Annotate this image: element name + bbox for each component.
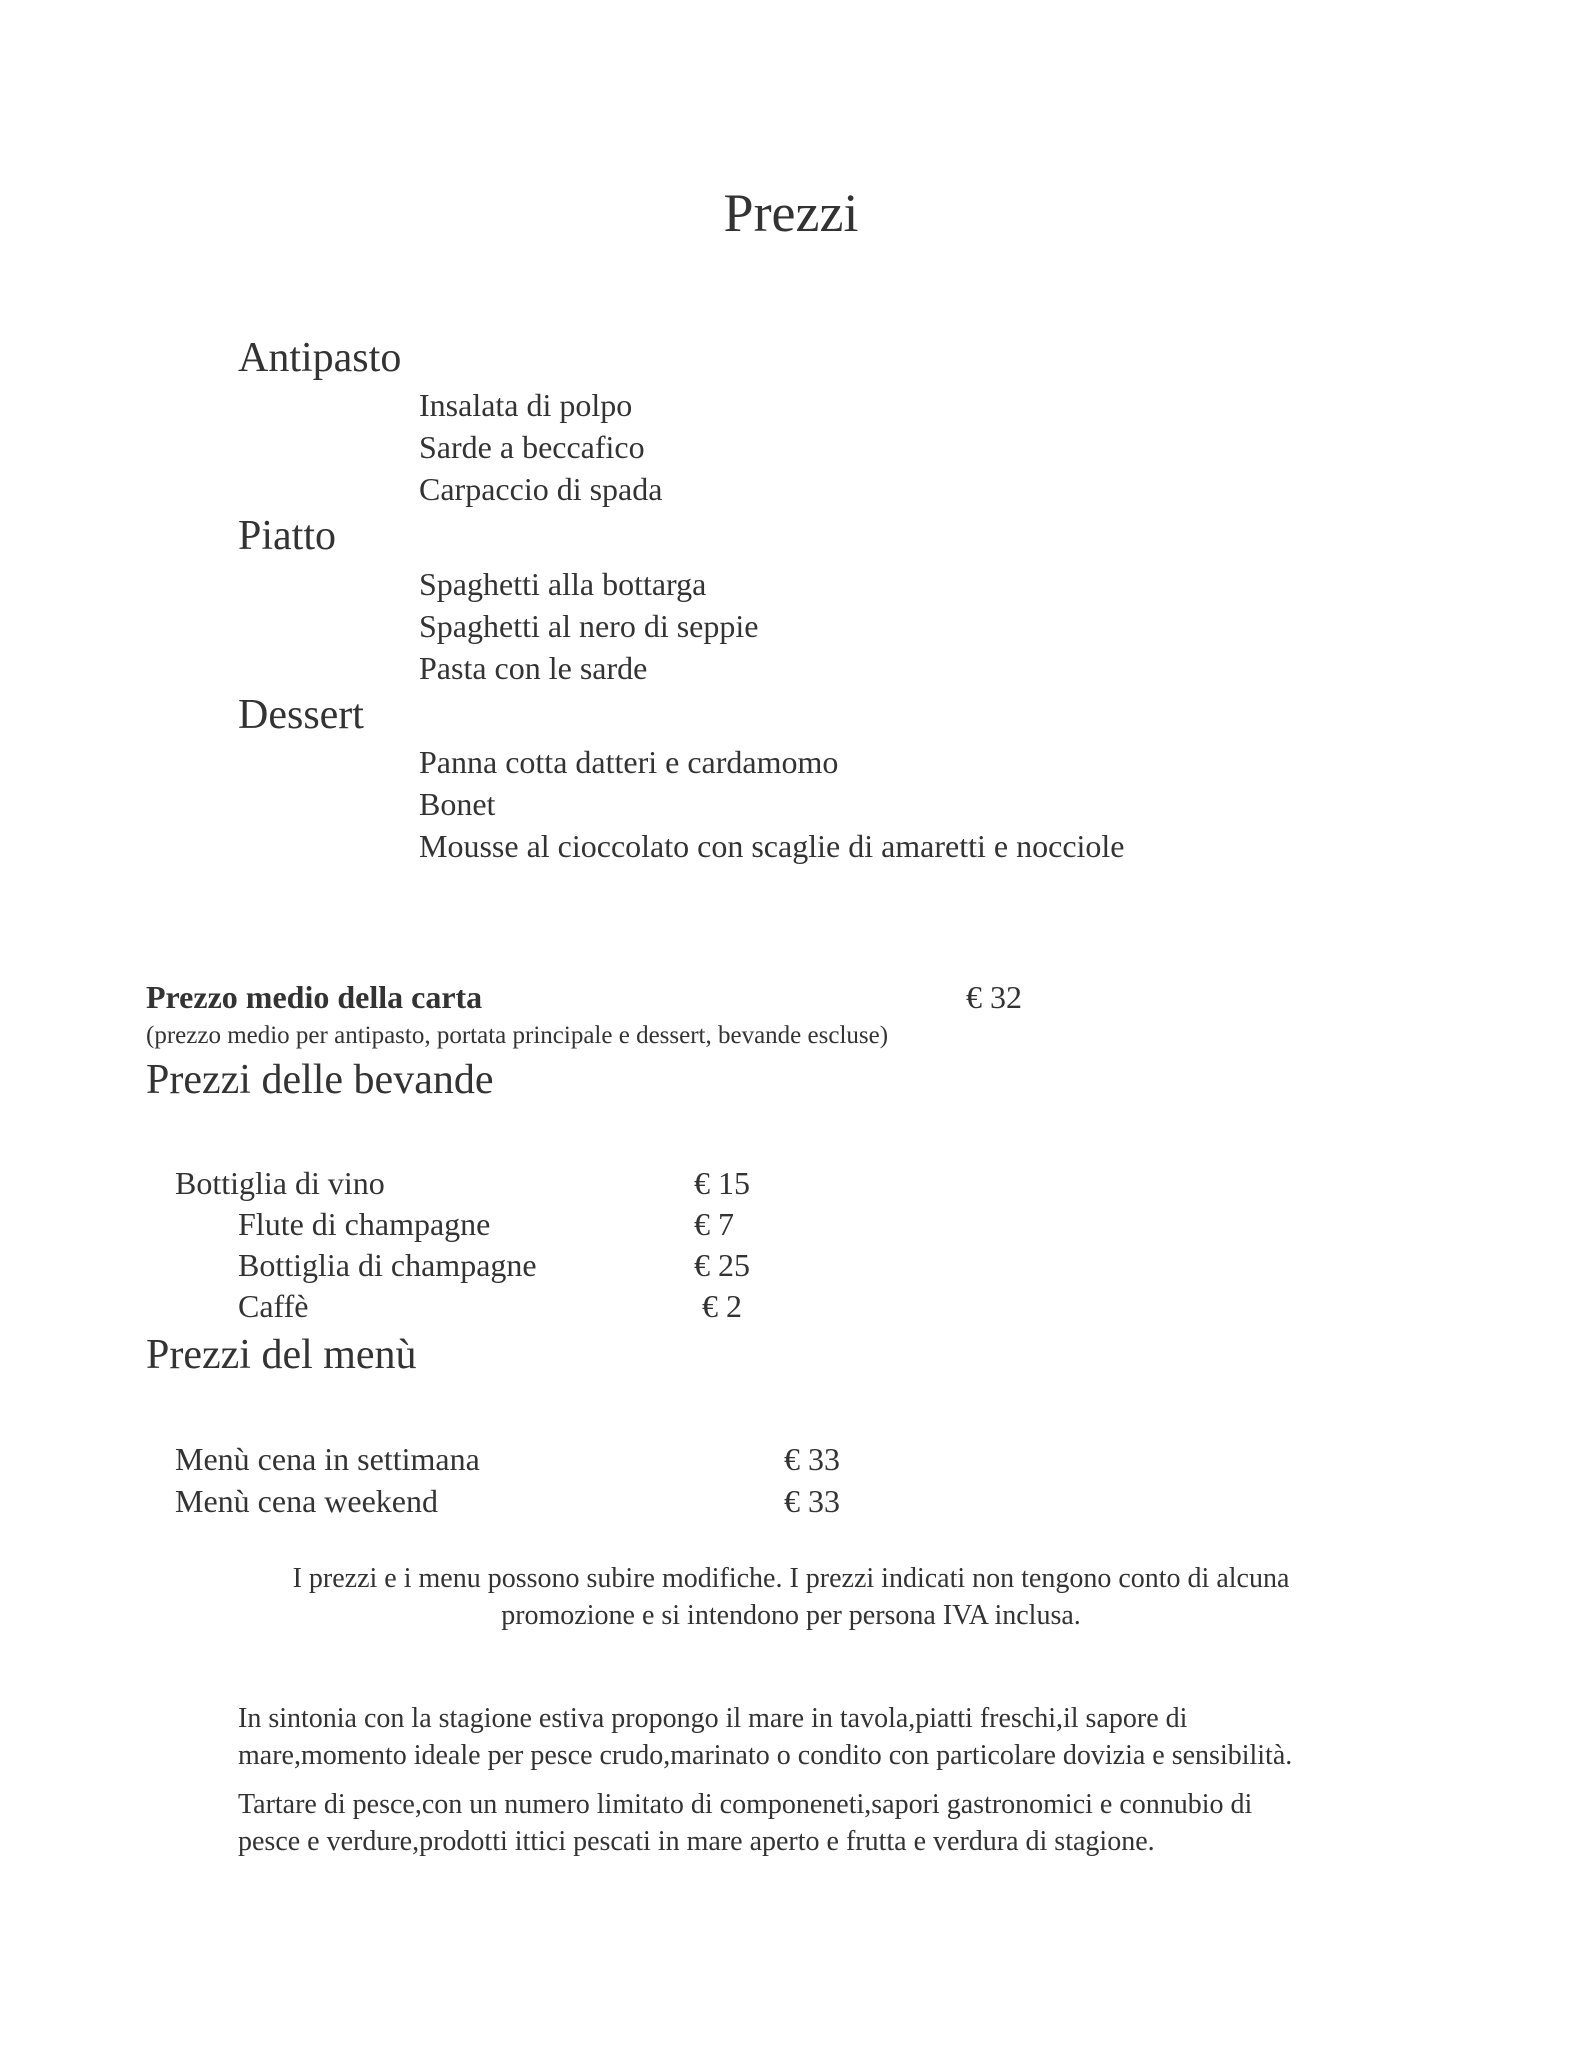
- paragraph-line: mare,momento ideale per pesce crudo,marinato o condito con particolare dovizia e sensibilità.: [238, 1740, 1293, 1771]
- disclaimer-line: I prezzi e i menu possono subire modifiche. I prezzi indicati non tengono conto di alcuna: [292, 1563, 1290, 1594]
- paragraph-line: Tartare di pesce,con un numero limitato di componeneti,sapori gastronomici e connubio di: [238, 1789, 1253, 1820]
- average-price-value: € 32: [966, 979, 1022, 1015]
- dish-item: Insalata di polpo: [419, 387, 633, 423]
- description-paragraph: [238, 1700, 1418, 1774]
- menu-price: € 33: [784, 1483, 840, 1519]
- course-heading-piatto: Piatto: [238, 513, 337, 559]
- dish-item: Mousse al cioccolato con scaglie di amaretti e nocciole: [419, 828, 1125, 864]
- dish-item: Spaghetti alla bottarga: [419, 566, 707, 602]
- drink-label: Bottiglia di champagne: [238, 1247, 537, 1283]
- disclaimer-line: promozione e si intendono per persona IVA inclusa.: [501, 1600, 1081, 1631]
- drink-price: € 15: [694, 1165, 750, 1201]
- average-price-note: (prezzo medio per antipasto, portata principale e dessert, bevande escluse): [146, 1022, 889, 1049]
- description-paragraph: [238, 1786, 1418, 1860]
- dish-item: Pasta con le sarde: [419, 650, 648, 686]
- average-price-label: Prezzo medio della carta: [146, 979, 483, 1015]
- menu-label: Menù cena in settimana: [175, 1441, 480, 1477]
- drink-price: € 2: [702, 1288, 742, 1324]
- drinks-heading: Prezzi delle bevande: [146, 1057, 494, 1103]
- paragraph-line: pesce e verdure,prodotti ittici pescati in mare aperto e frutta e verdura di stagione.: [238, 1826, 1155, 1857]
- drink-price: € 25: [694, 1247, 750, 1283]
- course-heading-dessert: Dessert: [238, 692, 364, 738]
- dish-item: Panna cotta datteri e cardamomo: [419, 744, 839, 780]
- page-title: Prezzi: [723, 183, 859, 243]
- dish-item: Spaghetti al nero di seppie: [419, 608, 759, 644]
- dish-item: Bonet: [419, 786, 496, 822]
- drink-label: Flute di champagne: [238, 1206, 491, 1242]
- price-disclaimer: [0, 1560, 1582, 1634]
- drink-label: Caffè: [238, 1288, 309, 1324]
- dish-item: Carpaccio di spada: [419, 471, 663, 507]
- paragraph-line: In sintonia con la stagione estiva propongo il mare in tavola,piatti freschi,il sapore di: [238, 1703, 1188, 1734]
- dish-item: Sarde a beccafico: [419, 429, 645, 465]
- menu-label: Menù cena weekend: [175, 1483, 438, 1519]
- drink-label: Bottiglia di vino: [175, 1165, 385, 1201]
- course-heading-antipasto: Antipasto: [238, 335, 402, 381]
- drink-price: € 7: [694, 1206, 734, 1242]
- menu-price: € 33: [784, 1441, 840, 1477]
- menus-heading: Prezzi del menù: [146, 1332, 417, 1378]
